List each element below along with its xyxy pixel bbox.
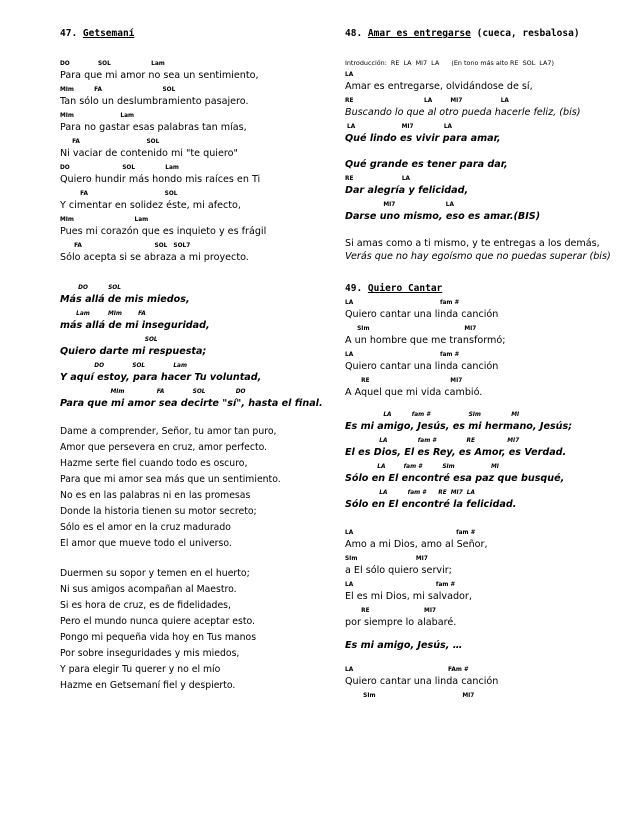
lyric-line: Amar es entregarse, olvidándose de sí, [345,81,533,92]
lyric-line: Qué lindo es vivir para amar, [345,133,501,144]
lyric-line: Tan sólo un deslumbramiento pasajero. [60,96,249,107]
song-47-chorus [60,283,323,410]
lyric-line: Darse uno mismo, eso es amar.(BIS) [345,211,541,222]
chord-line: RE LA [345,176,411,182]
chord-line: LA fam # [345,530,476,536]
song-48-intro: Introducción: RE LA MI7 LA (En tono más alto RE SOL LA7) [345,59,554,67]
lyric-line: Sólo en El encontré la felicidad. [345,499,517,510]
lyric-line: Donde la historia tienen su motor secreto; [60,506,257,517]
lyric-line: Si es hora de cruz, es de fidelidades, [60,600,231,611]
chord-line: LA FAm # [345,667,469,673]
chord-line: LA fam # [345,300,460,306]
song-48-lines [345,70,615,223]
song-47 [60,28,323,694]
lyric-line: Buscando lo que al otro pueda hacerle feliz, (bis) [345,107,581,118]
lyric-line: Por sobre inseguridades y mis miedos, [60,648,240,659]
chord-line: FA SOL SOL7 [60,243,191,249]
song-47-verse-3 [60,566,320,694]
lyric-line: a El sólo quiero servir; [345,565,452,576]
lyric-line: Duermen su sopor y temen en el huerto; [60,568,250,579]
chord-line: FA SOL [60,191,178,197]
chord-line: RE LA MI7 LA [345,98,509,104]
chord-line: LA fam # [345,582,456,588]
lyric-line: Y cimentar en solidez éste, mi afecto, [60,200,241,211]
lyric-line: Hazme serte fiel cuando todo es oscuro, [60,458,248,469]
lyric-line: Quiero cantar una linda canción [345,676,499,687]
song-47-verse-2 [60,424,320,552]
chord-line: LA MI7 LA [345,124,453,130]
lyric-line: Ni sus amigos acompañan al Maestro. [60,584,237,595]
chord-line: DO SOL Lam [60,363,187,369]
song-48-subtitle: (cueca, resbalosa) [476,28,580,39]
chord-line: LA fam # SIm MI [345,464,499,470]
chord-line: MI7 LA [345,202,454,208]
lyric-line: Quiero hundir más hondo mis raíces en Ti [60,174,261,185]
lyric-line: Pongo mi pequeña vida hoy en Tus manos [60,632,257,643]
lyric-line: Para que mi amor sea más que un sentimiento. [60,474,281,485]
chord-line: SIm MI7 [345,556,428,562]
lyric-line: El es Dios, El es Rey, es Amor, es Verdad. [345,447,567,458]
chord-line: MIm FA SOL [60,87,176,93]
lyric-line: Amor que persevera en cruz, amor perfecto. [60,442,268,453]
chord-line: LA fam # [345,352,460,358]
lyric-line: más allá de mi inseguridad, [60,320,210,331]
song-48-outro-line-1: Si amas como a ti mismo, y te entregas a los demás, [345,238,600,249]
chord-line: FA SOL [60,139,160,145]
lyric-line: Quiero cantar una linda canción [345,361,499,372]
lyric-line: Pues mi corazón que es inquieto y es frágil [60,226,267,237]
chord-line: SIm MI7 [345,693,475,699]
chord-line: DO SOL Lam [60,165,179,171]
lyric-line: Hazme en Getsemaní fiel y despierto. [60,680,236,691]
lyric-line: Dame a comprender, Señor, tu amor tan puro, [60,426,277,437]
song-49-chorus [345,410,615,511]
lyric-line: Y para elegir Tu querer y no el mío [60,664,221,675]
song-49-title: 49. Quiero Cantar [345,283,443,294]
lyric-line: Quiero darte mi respuesta; [60,346,207,357]
chord-line: DO SOL Lam [60,61,165,67]
chord-line: LA fam # SIm MI [345,412,520,418]
chord-line [345,148,615,158]
chord-line: DO SOL [60,285,121,291]
chord-line: MIm FA SOL DO [60,389,246,395]
lyric-line: Para que mi amor no sea un sentimiento, [60,70,259,81]
songs-48-49 [345,28,615,701]
lyric-line: El amor que mueve todo el universo. [60,538,232,549]
lyric-line: por siempre lo alabaré. [345,617,457,628]
lyric-line: Es mi amigo, Jesús, es mi hermano, Jesús; [345,421,573,432]
lyric-line: Sólo acepta si se abraza a mi proyecto. [60,252,249,263]
song-49-verse-2 [345,528,615,629]
lyric-line: Para que mi amor sea decirte "sí", hasta el final. [60,398,323,409]
lyric-line: Más allá de mis miedos, [60,294,190,305]
chord-line: LA fam # RE MI7 [345,438,520,444]
song-48-title: 48. Amar es entregarse (cueca, resbalosa) [345,28,580,39]
lyric-line: Qué grande es tener para dar, [345,159,508,170]
chord-line: MIm Lam [60,217,149,223]
lyric-line: Dar alegría y felicidad, [345,185,469,196]
song-47-title-text: Getsemaní [82,28,135,39]
song-49-ending: Es mi amigo, Jesús, … [345,640,463,651]
chord-line: RE MI7 [345,608,437,614]
lyric-line: El es mi Dios, mi salvador, [345,591,472,602]
lyric-line: Sólo en El encontré esa paz que busqué, [345,473,565,484]
song-47-title: 47. Getsemaní [60,28,135,39]
chord-line: MIm Lam [60,113,135,119]
lyric-line: Pero el mundo nunca quiere aceptar esto. [60,616,255,627]
lyric-line: Ni vaciar de contenido mi "te quiero" [60,148,238,159]
chord-line: SOL [60,337,158,343]
lyric-line: Para no gastar esas palabras tan mías, [60,122,247,133]
lyric-line: A Aquel que mi vida cambió. [345,387,483,398]
lyric-line: Quiero cantar una linda canción [345,309,499,320]
chord-line: SIm MI7 [345,326,477,332]
song-49-verse-1 [345,298,615,399]
chord-line: Lam MIm FA [60,311,146,317]
lyric-line: A un hombre que me transformó; [345,335,506,346]
lyric-line: Amo a mi Dios, amo al Señor, [345,539,488,550]
song-48-outro-line-2: Verás que no hay egoísmo que no puedas superar (bis) [345,251,611,262]
song-49-title-text: Quiero Cantar [367,283,443,294]
chord-line: RE MI7 [345,378,463,384]
song-47-verse-1 [60,59,320,264]
lyric-line: Y aquí estoy, para hacer Tu voluntad, [60,372,262,383]
chord-line: LA [345,72,354,78]
song-48-title-text: Amar es entregarse [367,28,471,39]
lyric-line: No es en las palabras ni en las promesas [60,490,251,501]
lyric-line: Sólo es el amor en la cruz madurado [60,522,231,533]
song-49-verse-3 [345,665,615,701]
chord-line: LA fam # RE MI7 LA [345,490,475,496]
